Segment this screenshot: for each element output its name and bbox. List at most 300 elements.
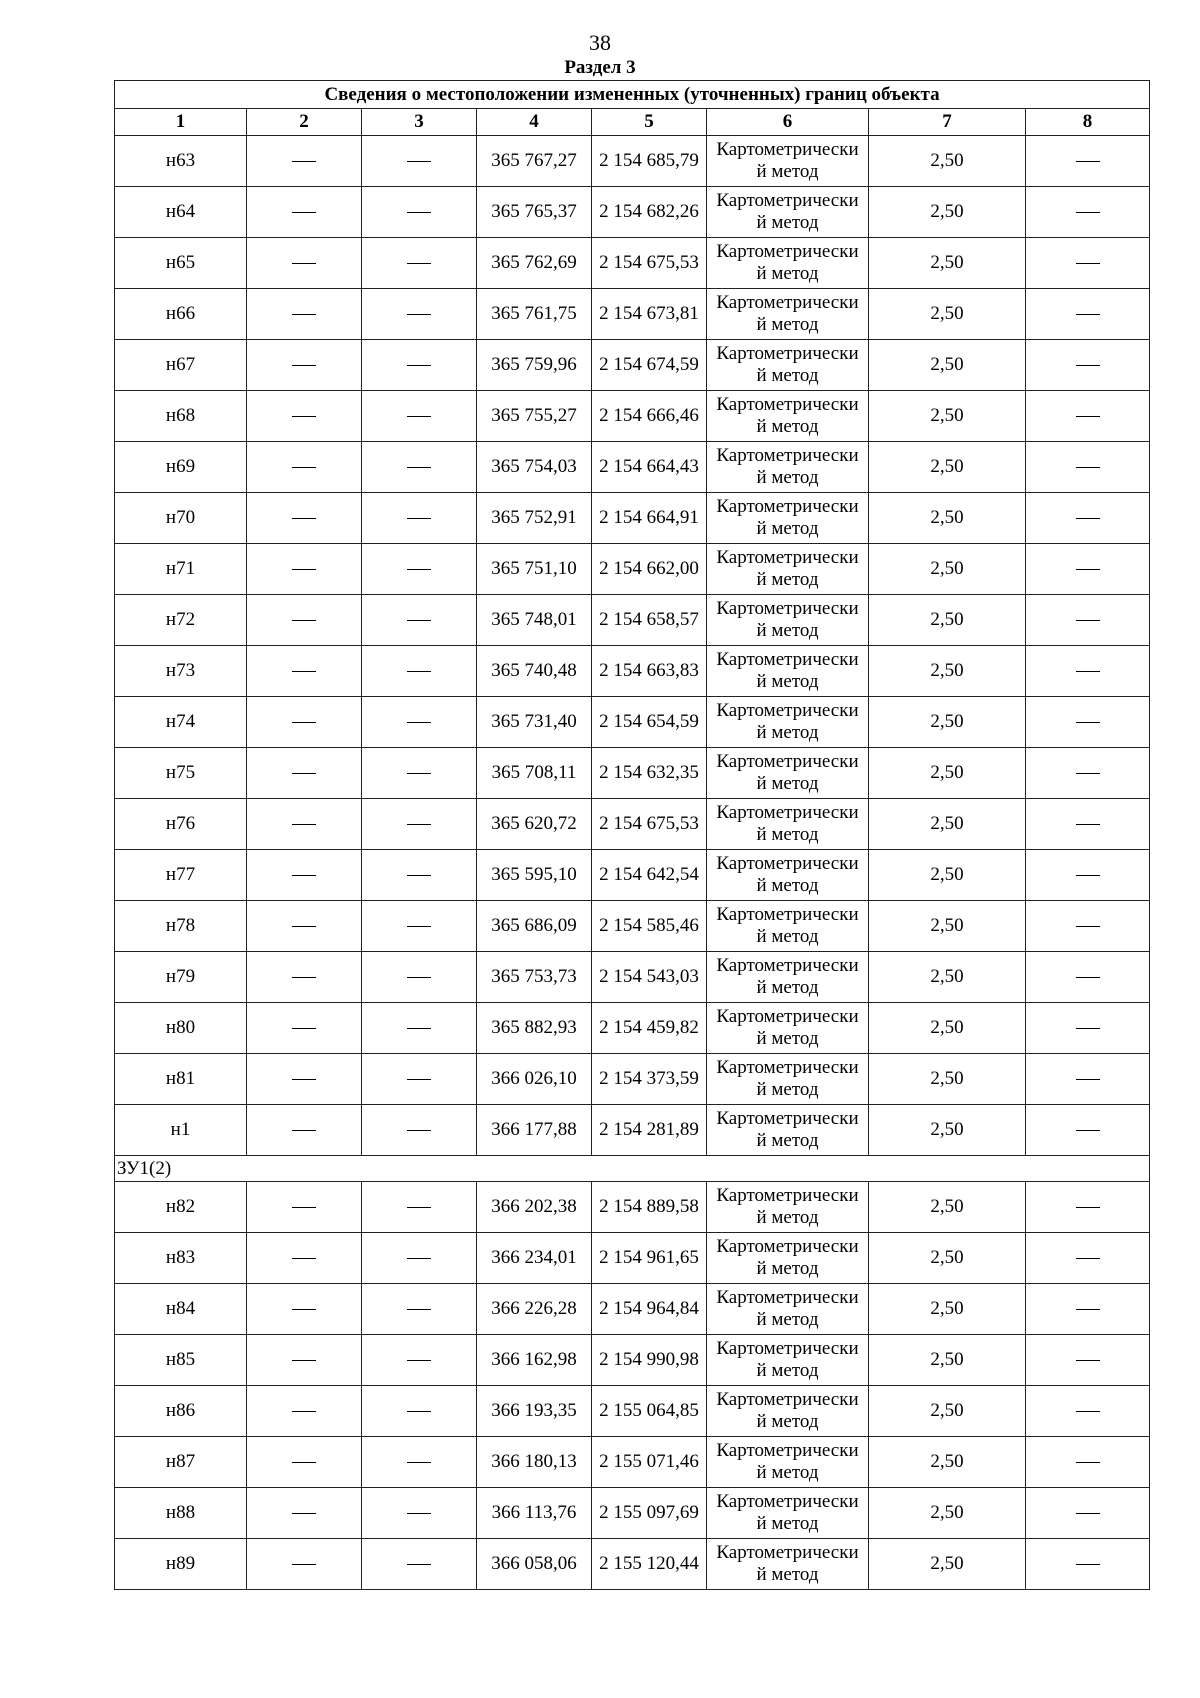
dash-mark: [292, 212, 316, 213]
method-line: Картометрически: [716, 1236, 859, 1257]
method-line: Картометрически: [716, 1108, 859, 1129]
accuracy-cell: 2,50: [869, 850, 1026, 901]
empty-value-cell: [1026, 1437, 1150, 1488]
empty-value-cell: [247, 901, 362, 952]
empty-value-cell: [247, 1335, 362, 1386]
empty-value-cell: [1026, 799, 1150, 850]
point-name-cell: н72: [115, 595, 247, 646]
method-line: й метод: [756, 1411, 819, 1432]
dash-mark: [292, 671, 316, 672]
dash-mark: [292, 1079, 316, 1080]
dash-mark: [292, 722, 316, 723]
column-number: 2: [247, 109, 362, 136]
point-name-cell: н68: [115, 391, 247, 442]
method-line: Картометрически: [716, 190, 859, 211]
table-caption: Сведения о местоположении измененных (уточненных) границ объекта: [115, 81, 1150, 109]
dash-mark: [407, 569, 431, 570]
dash-mark: [292, 1360, 316, 1361]
method-line: й метод: [756, 773, 819, 794]
point-name-cell: н84: [115, 1284, 247, 1335]
empty-value-cell: [247, 850, 362, 901]
method-cell: [707, 391, 869, 442]
empty-value-cell: [1026, 748, 1150, 799]
empty-value-cell: [247, 493, 362, 544]
dash-mark: [292, 1258, 316, 1259]
empty-value-cell: [1026, 238, 1150, 289]
method-line: й метод: [756, 1309, 819, 1330]
point-name-cell: н1: [115, 1105, 247, 1156]
dash-mark: [292, 977, 316, 978]
empty-value-cell: [1026, 1386, 1150, 1437]
y-coordinate-cell: 2 154 543,03: [592, 952, 707, 1003]
accuracy-cell: 2,50: [869, 799, 1026, 850]
dash-mark: [1076, 416, 1100, 417]
y-coordinate-cell: 2 155 071,46: [592, 1437, 707, 1488]
table-row: [115, 901, 1150, 952]
method-line: й метод: [756, 671, 819, 692]
empty-value-cell: [247, 595, 362, 646]
y-coordinate-cell: 2 154 664,91: [592, 493, 707, 544]
x-coordinate-cell: 366 180,13: [477, 1437, 592, 1488]
empty-value-cell: [247, 1182, 362, 1233]
method-cell: [707, 799, 869, 850]
accuracy-cell: 2,50: [869, 493, 1026, 544]
point-name-cell: н65: [115, 238, 247, 289]
dash-mark: [1076, 671, 1100, 672]
method-cell: [707, 1182, 869, 1233]
y-coordinate-cell: 2 154 964,84: [592, 1284, 707, 1335]
accuracy-cell: 2,50: [869, 1386, 1026, 1437]
y-coordinate-cell: 2 155 120,44: [592, 1539, 707, 1590]
dash-mark: [1076, 518, 1100, 519]
empty-value-cell: [1026, 595, 1150, 646]
table-row: [115, 493, 1150, 544]
accuracy-cell: 2,50: [869, 646, 1026, 697]
method-cell: [707, 1054, 869, 1105]
method-line: Картометрически: [716, 394, 859, 415]
empty-value-cell: [1026, 1488, 1150, 1539]
table-row: [115, 799, 1150, 850]
dash-mark: [407, 1130, 431, 1131]
dash-mark: [1076, 161, 1100, 162]
y-coordinate-cell: 2 155 064,85: [592, 1386, 707, 1437]
table-row: [115, 850, 1150, 901]
empty-value-cell: [247, 1488, 362, 1539]
dash-mark: [407, 824, 431, 825]
accuracy-cell: 2,50: [869, 1437, 1026, 1488]
x-coordinate-cell: 366 026,10: [477, 1054, 592, 1105]
method-cell: [707, 952, 869, 1003]
point-name-cell: н87: [115, 1437, 247, 1488]
method-cell: [707, 901, 869, 952]
empty-value-cell: [362, 238, 477, 289]
y-coordinate-cell: 2 154 632,35: [592, 748, 707, 799]
dash-mark: [292, 875, 316, 876]
dash-mark: [407, 1079, 431, 1080]
point-name-cell: н73: [115, 646, 247, 697]
empty-value-cell: [247, 544, 362, 595]
dash-mark: [292, 263, 316, 264]
empty-value-cell: [362, 1182, 477, 1233]
method-line: Картометрически: [716, 1185, 859, 1206]
point-name-cell: н63: [115, 136, 247, 187]
dash-mark: [407, 1462, 431, 1463]
empty-value-cell: [1026, 493, 1150, 544]
y-coordinate-cell: 2 154 664,43: [592, 442, 707, 493]
x-coordinate-cell: 366 226,28: [477, 1284, 592, 1335]
y-coordinate-cell: 2 154 585,46: [592, 901, 707, 952]
empty-value-cell: [1026, 646, 1150, 697]
table-row: [115, 1054, 1150, 1105]
table-row: [115, 1539, 1150, 1590]
caption-row: [115, 81, 1150, 109]
empty-value-cell: [362, 850, 477, 901]
accuracy-cell: 2,50: [869, 340, 1026, 391]
point-name-cell: н82: [115, 1182, 247, 1233]
method-cell: [707, 340, 869, 391]
empty-value-cell: [362, 697, 477, 748]
x-coordinate-cell: 366 202,38: [477, 1182, 592, 1233]
boundary-coordinates-table: [114, 80, 1150, 1590]
empty-value-cell: [247, 289, 362, 340]
table-row: [115, 136, 1150, 187]
method-line: Картометрически: [716, 343, 859, 364]
method-line: Картометрически: [716, 241, 859, 262]
table-row: [115, 1488, 1150, 1539]
column-number: 1: [115, 109, 247, 136]
empty-value-cell: [362, 1335, 477, 1386]
empty-value-cell: [1026, 850, 1150, 901]
empty-value-cell: [362, 1003, 477, 1054]
point-name-cell: н80: [115, 1003, 247, 1054]
method-cell: [707, 697, 869, 748]
x-coordinate-cell: 365 620,72: [477, 799, 592, 850]
table-row: [115, 646, 1150, 697]
x-coordinate-cell: 365 762,69: [477, 238, 592, 289]
method-line: й метод: [756, 722, 819, 743]
dash-mark: [292, 1513, 316, 1514]
method-line: Картометрически: [716, 547, 859, 568]
method-line: Картометрически: [716, 1389, 859, 1410]
dash-mark: [407, 926, 431, 927]
x-coordinate-cell: 365 740,48: [477, 646, 592, 697]
accuracy-cell: 2,50: [869, 544, 1026, 595]
table-row: [115, 1386, 1150, 1437]
empty-value-cell: [362, 1488, 477, 1539]
empty-value-cell: [362, 136, 477, 187]
method-cell: [707, 493, 869, 544]
method-line: й метод: [756, 518, 819, 539]
accuracy-cell: 2,50: [869, 1335, 1026, 1386]
accuracy-cell: 2,50: [869, 289, 1026, 340]
dash-mark: [1076, 1411, 1100, 1412]
empty-value-cell: [362, 1386, 477, 1437]
table-row: [115, 391, 1150, 442]
table-row: [115, 1284, 1150, 1335]
empty-value-cell: [1026, 1105, 1150, 1156]
table-row: [115, 289, 1150, 340]
method-cell: [707, 544, 869, 595]
dash-mark: [292, 518, 316, 519]
dash-mark: [292, 569, 316, 570]
dash-mark: [1076, 263, 1100, 264]
y-coordinate-cell: 2 154 685,79: [592, 136, 707, 187]
dash-mark: [407, 1309, 431, 1310]
empty-value-cell: [362, 1054, 477, 1105]
method-line: Картометрически: [716, 853, 859, 874]
y-coordinate-cell: 2 154 459,82: [592, 1003, 707, 1054]
section-title: Раздел 3: [564, 57, 636, 78]
dash-mark: [1076, 1079, 1100, 1080]
dash-mark: [407, 1258, 431, 1259]
dash-mark: [1076, 1360, 1100, 1361]
x-coordinate-cell: 365 748,01: [477, 595, 592, 646]
method-line: й метод: [756, 1130, 819, 1151]
empty-value-cell: [362, 748, 477, 799]
accuracy-cell: 2,50: [869, 1105, 1026, 1156]
dash-mark: [1076, 1513, 1100, 1514]
table-row: [115, 340, 1150, 391]
empty-value-cell: [247, 952, 362, 1003]
empty-value-cell: [1026, 901, 1150, 952]
column-number: 5: [592, 109, 707, 136]
empty-value-cell: [362, 799, 477, 850]
y-coordinate-cell: 2 154 642,54: [592, 850, 707, 901]
group-row: [115, 1156, 1150, 1182]
method-line: й метод: [756, 365, 819, 386]
page-number: 38: [589, 30, 611, 55]
x-coordinate-cell: 366 113,76: [477, 1488, 592, 1539]
dash-mark: [292, 467, 316, 468]
x-coordinate-cell: 365 753,73: [477, 952, 592, 1003]
accuracy-cell: 2,50: [869, 1182, 1026, 1233]
dash-mark: [1076, 1564, 1100, 1565]
empty-value-cell: [1026, 544, 1150, 595]
method-cell: [707, 1539, 869, 1590]
empty-value-cell: [362, 952, 477, 1003]
accuracy-cell: 2,50: [869, 901, 1026, 952]
accuracy-cell: 2,50: [869, 1233, 1026, 1284]
method-line: Картометрически: [716, 1440, 859, 1461]
dash-mark: [1076, 977, 1100, 978]
dash-mark: [407, 671, 431, 672]
accuracy-cell: 2,50: [869, 238, 1026, 289]
method-cell: [707, 595, 869, 646]
method-line: Картометрически: [716, 700, 859, 721]
empty-value-cell: [1026, 1284, 1150, 1335]
empty-value-cell: [1026, 391, 1150, 442]
method-cell: [707, 1488, 869, 1539]
accuracy-cell: 2,50: [869, 1054, 1026, 1105]
accuracy-cell: 2,50: [869, 136, 1026, 187]
dash-mark: [407, 977, 431, 978]
method-line: Картометрически: [716, 1491, 859, 1512]
method-line: й метод: [756, 1258, 819, 1279]
empty-value-cell: [362, 340, 477, 391]
method-line: й метод: [756, 620, 819, 641]
empty-value-cell: [1026, 1233, 1150, 1284]
method-line: Картометрически: [716, 904, 859, 925]
dash-mark: [1076, 926, 1100, 927]
dash-mark: [1076, 569, 1100, 570]
empty-value-cell: [1026, 187, 1150, 238]
empty-value-cell: [362, 187, 477, 238]
method-line: Картометрически: [716, 1057, 859, 1078]
table-row: [115, 442, 1150, 493]
method-cell: [707, 1335, 869, 1386]
y-coordinate-cell: 2 154 654,59: [592, 697, 707, 748]
point-name-cell: н67: [115, 340, 247, 391]
dash-mark: [1076, 1462, 1100, 1463]
method-line: й метод: [756, 161, 819, 182]
x-coordinate-cell: 365 595,10: [477, 850, 592, 901]
table-row: [115, 952, 1150, 1003]
method-line: Картометрически: [716, 292, 859, 313]
empty-value-cell: [362, 646, 477, 697]
method-line: й метод: [756, 1079, 819, 1100]
method-cell: [707, 646, 869, 697]
dash-mark: [292, 620, 316, 621]
method-line: Картометрически: [716, 802, 859, 823]
dash-mark: [1076, 722, 1100, 723]
accuracy-cell: 2,50: [869, 391, 1026, 442]
dash-mark: [407, 875, 431, 876]
point-name-cell: н75: [115, 748, 247, 799]
dash-mark: [407, 1513, 431, 1514]
table-row: [115, 1105, 1150, 1156]
empty-value-cell: [362, 544, 477, 595]
empty-value-cell: [247, 1054, 362, 1105]
method-line: й метод: [756, 212, 819, 233]
y-coordinate-cell: 2 154 682,26: [592, 187, 707, 238]
dash-mark: [1076, 314, 1100, 315]
empty-value-cell: [362, 1539, 477, 1590]
empty-value-cell: [247, 748, 362, 799]
dash-mark: [1076, 1309, 1100, 1310]
empty-value-cell: [247, 1003, 362, 1054]
empty-value-cell: [247, 1437, 362, 1488]
accuracy-cell: 2,50: [869, 1003, 1026, 1054]
column-number: 6: [707, 109, 869, 136]
dash-mark: [407, 1411, 431, 1412]
dash-mark: [292, 416, 316, 417]
group-label: ЗУ1(2): [115, 1156, 1150, 1182]
point-name-cell: н86: [115, 1386, 247, 1437]
empty-value-cell: [1026, 136, 1150, 187]
empty-value-cell: [362, 901, 477, 952]
accuracy-cell: 2,50: [869, 748, 1026, 799]
method-line: й метод: [756, 926, 819, 947]
dash-mark: [1076, 212, 1100, 213]
x-coordinate-cell: 365 765,37: [477, 187, 592, 238]
empty-value-cell: [1026, 697, 1150, 748]
x-coordinate-cell: 365 761,75: [477, 289, 592, 340]
dash-mark: [407, 773, 431, 774]
accuracy-cell: 2,50: [869, 187, 1026, 238]
dash-mark: [407, 518, 431, 519]
empty-value-cell: [1026, 1539, 1150, 1590]
column-number: 8: [1026, 109, 1150, 136]
accuracy-cell: 2,50: [869, 595, 1026, 646]
dash-mark: [407, 212, 431, 213]
column-number-row: [115, 109, 1150, 136]
method-cell: [707, 442, 869, 493]
dash-mark: [292, 926, 316, 927]
method-cell: [707, 1284, 869, 1335]
table-row: [115, 1182, 1150, 1233]
x-coordinate-cell: 366 177,88: [477, 1105, 592, 1156]
method-cell: [707, 1233, 869, 1284]
y-coordinate-cell: 2 154 666,46: [592, 391, 707, 442]
accuracy-cell: 2,50: [869, 1539, 1026, 1590]
empty-value-cell: [247, 1233, 362, 1284]
empty-value-cell: [247, 238, 362, 289]
table-row: [115, 1233, 1150, 1284]
method-cell: [707, 1003, 869, 1054]
y-coordinate-cell: 2 154 673,81: [592, 289, 707, 340]
method-line: й метод: [756, 1462, 819, 1483]
method-line: й метод: [756, 1360, 819, 1381]
method-cell: [707, 136, 869, 187]
empty-value-cell: [362, 442, 477, 493]
method-line: й метод: [756, 977, 819, 998]
method-line: й метод: [756, 1513, 819, 1534]
x-coordinate-cell: 365 708,11: [477, 748, 592, 799]
x-coordinate-cell: 365 755,27: [477, 391, 592, 442]
accuracy-cell: 2,50: [869, 1284, 1026, 1335]
dash-mark: [292, 1130, 316, 1131]
y-coordinate-cell: 2 154 674,59: [592, 340, 707, 391]
dash-mark: [1076, 467, 1100, 468]
empty-value-cell: [247, 136, 362, 187]
empty-value-cell: [247, 799, 362, 850]
method-line: Картометрически: [716, 1006, 859, 1027]
table-row: [115, 238, 1150, 289]
method-line: й метод: [756, 1028, 819, 1049]
empty-value-cell: [1026, 1335, 1150, 1386]
table-body: [115, 81, 1150, 1590]
method-cell: [707, 187, 869, 238]
y-coordinate-cell: 2 154 961,65: [592, 1233, 707, 1284]
empty-value-cell: [362, 595, 477, 646]
column-number: 7: [869, 109, 1026, 136]
x-coordinate-cell: 366 058,06: [477, 1539, 592, 1590]
method-line: й метод: [756, 416, 819, 437]
dash-mark: [292, 1309, 316, 1310]
point-name-cell: н81: [115, 1054, 247, 1105]
dash-mark: [292, 365, 316, 366]
empty-value-cell: [247, 646, 362, 697]
point-name-cell: н69: [115, 442, 247, 493]
dash-mark: [407, 722, 431, 723]
accuracy-cell: 2,50: [869, 1488, 1026, 1539]
x-coordinate-cell: 365 752,91: [477, 493, 592, 544]
dash-mark: [292, 1028, 316, 1029]
dash-mark: [292, 314, 316, 315]
method-line: Картометрически: [716, 751, 859, 772]
empty-value-cell: [362, 1105, 477, 1156]
column-number: 4: [477, 109, 592, 136]
method-line: Картометрически: [716, 598, 859, 619]
y-coordinate-cell: 2 154 658,57: [592, 595, 707, 646]
method-line: й метод: [756, 824, 819, 845]
x-coordinate-cell: 365 754,03: [477, 442, 592, 493]
empty-value-cell: [362, 1233, 477, 1284]
point-name-cell: н71: [115, 544, 247, 595]
method-cell: [707, 238, 869, 289]
table-row: [115, 595, 1150, 646]
y-coordinate-cell: 2 154 373,59: [592, 1054, 707, 1105]
